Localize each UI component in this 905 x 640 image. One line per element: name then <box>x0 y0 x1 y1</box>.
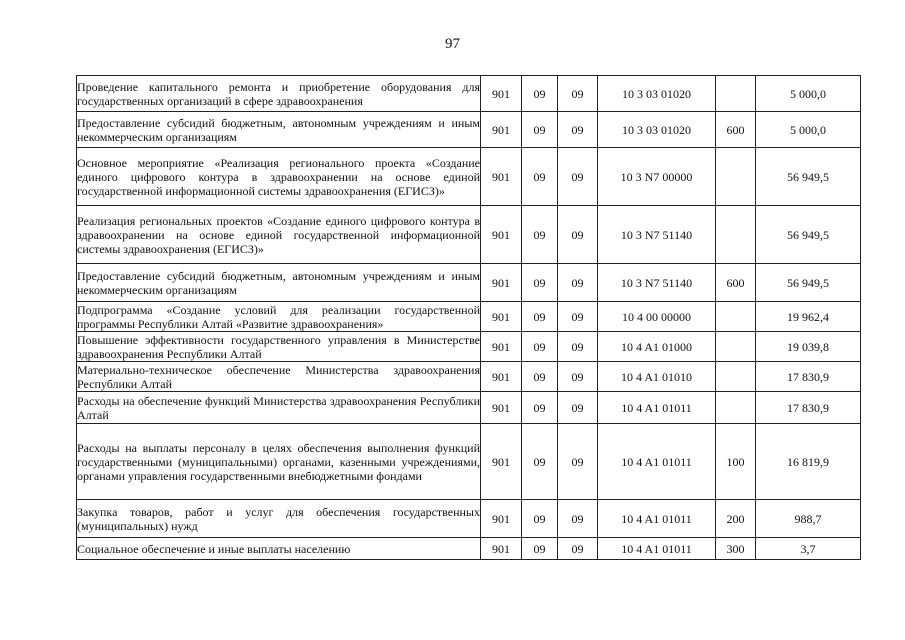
admin-code-cell: 901 <box>481 424 522 500</box>
expense-type-cell: 300 <box>716 538 756 560</box>
target-article-cell: 10 3 03 01020 <box>598 112 716 148</box>
target-article-cell: 10 4 A1 01011 <box>598 538 716 560</box>
subsection-cell: 09 <box>558 112 598 148</box>
expense-type-cell: 600 <box>716 112 756 148</box>
admin-code-cell: 901 <box>481 148 522 206</box>
row-name-cell: Расходы на обеспечение функций Министерства здравоохранения Республики Алтай <box>77 393 480 422</box>
subsection-cell: 09 <box>558 392 598 424</box>
expense-type-cell <box>716 206 756 264</box>
section-cell: 09 <box>522 424 558 500</box>
subsection-cell: 09 <box>558 148 598 206</box>
target-article-cell: 10 4 A1 01000 <box>598 332 716 362</box>
expense-type-cell <box>716 332 756 362</box>
row-name-cell: Предоставление субсидий бюджетным, автономным учреждениям и иным некоммерческим организациям <box>77 112 481 148</box>
table-row <box>77 538 861 560</box>
admin-code-cell: 901 <box>481 206 522 264</box>
expense-type-cell: 100 <box>716 424 756 500</box>
section-cell: 09 <box>522 332 558 362</box>
target-article-cell: 10 3 N7 51140 <box>598 206 716 264</box>
budget-table <box>76 75 861 560</box>
expense-type-cell <box>716 76 756 112</box>
admin-code-cell: 901 <box>481 362 522 392</box>
subsection-cell: 09 <box>558 76 598 112</box>
admin-code-cell: 901 <box>481 500 522 538</box>
target-article-cell: 10 4 A1 01010 <box>598 362 716 392</box>
amount-cell: 3,7 <box>756 538 861 560</box>
subsection-cell: 09 <box>558 500 598 538</box>
subsection-cell: 09 <box>558 264 598 302</box>
expense-type-cell: 600 <box>716 264 756 302</box>
section-cell: 09 <box>522 264 558 302</box>
amount-cell: 56 949,5 <box>756 148 861 206</box>
table-row <box>77 424 861 500</box>
table-row <box>77 112 861 148</box>
table-row <box>77 500 861 538</box>
amount-cell: 17 830,9 <box>756 392 861 424</box>
target-article-cell: 10 4 A1 01011 <box>598 392 716 424</box>
target-article-cell: 10 4 A1 01011 <box>598 500 716 538</box>
table-row <box>77 362 861 392</box>
section-cell: 09 <box>522 76 558 112</box>
expense-type-cell: 200 <box>716 500 756 538</box>
amount-cell: 19 962,4 <box>756 302 861 332</box>
admin-code-cell: 901 <box>481 538 522 560</box>
subsection-cell: 09 <box>558 332 598 362</box>
expense-type-cell <box>716 362 756 392</box>
expense-type-cell <box>716 392 756 424</box>
subsection-cell: 09 <box>558 302 598 332</box>
amount-cell: 56 949,5 <box>756 206 861 264</box>
admin-code-cell: 901 <box>481 302 522 332</box>
row-name-cell: Основное мероприятие «Реализация регионального проекта «Создание единого цифрового контура в здравоохранении на основе единой государственной информационной системы здравоохранения (ЕГИСЗ)» <box>77 148 481 206</box>
target-article-cell: 10 3 N7 00000 <box>598 148 716 206</box>
target-article-cell: 10 3 N7 51140 <box>598 264 716 302</box>
table-body <box>77 76 861 560</box>
section-cell: 09 <box>522 500 558 538</box>
section-cell: 09 <box>522 362 558 392</box>
section-cell: 09 <box>522 148 558 206</box>
admin-code-cell: 901 <box>481 264 522 302</box>
row-name-cell: Проведение капитального ремонта и приобретение оборудования для государственных организаций в сфере здравоохранения <box>77 76 481 112</box>
section-cell: 09 <box>522 392 558 424</box>
row-name-cell: Подпрограмма «Создание условий для реализации государственной программы Республики Алтай «Развитие здравоохранения» <box>77 302 480 331</box>
row-name-cell: Повышение эффективности государственного управления в Министерстве здравоохранения Республики Алтай <box>77 332 480 361</box>
expense-type-cell <box>716 302 756 332</box>
target-article-cell: 10 4 A1 01011 <box>598 424 716 500</box>
admin-code-cell: 901 <box>481 332 522 362</box>
row-name-cell: Материально-техническое обеспечение Министерства здравоохранения Республики Алтай <box>77 362 480 391</box>
subsection-cell: 09 <box>558 362 598 392</box>
target-article-cell: 10 3 03 01020 <box>598 76 716 112</box>
subsection-cell: 09 <box>558 206 598 264</box>
section-cell: 09 <box>522 206 558 264</box>
table-row <box>77 76 861 112</box>
amount-cell: 16 819,9 <box>756 424 861 500</box>
row-name-cell: Социальное обеспечение и иные выплаты населению <box>77 538 481 560</box>
expense-type-cell <box>716 148 756 206</box>
section-cell: 09 <box>522 538 558 560</box>
table-row <box>77 264 861 302</box>
table-row <box>77 148 861 206</box>
target-article-cell: 10 4 00 00000 <box>598 302 716 332</box>
table-row <box>77 206 861 264</box>
table-row <box>77 332 861 362</box>
subsection-cell: 09 <box>558 538 598 560</box>
page-number: 97 <box>445 36 460 52</box>
admin-code-cell: 901 <box>481 392 522 424</box>
row-name-cell: Реализация региональных проектов «Создание единого цифрового контура в здравоохранении на основе единой государственной информационной системы здравоохранения (ЕГИСЗ)» <box>77 206 481 264</box>
amount-cell: 17 830,9 <box>756 362 861 392</box>
table-row <box>77 302 861 332</box>
amount-cell: 56 949,5 <box>756 264 861 302</box>
admin-code-cell: 901 <box>481 112 522 148</box>
section-cell: 09 <box>522 302 558 332</box>
table-row <box>77 392 861 424</box>
subsection-cell: 09 <box>558 424 598 500</box>
amount-cell: 19 039,8 <box>756 332 861 362</box>
row-name-cell: Предоставление субсидий бюджетным, автономным учреждениям и иным некоммерческим организациям <box>77 264 481 302</box>
section-cell: 09 <box>522 112 558 148</box>
admin-code-cell: 901 <box>481 76 522 112</box>
row-name-cell: Расходы на выплаты персоналу в целях обеспечения выполнения функций государственными (муниципальными) органами, казенными учреждениями, органами управления государственными внебюджетными фондами <box>77 424 481 500</box>
amount-cell: 988,7 <box>756 500 861 538</box>
amount-cell: 5 000,0 <box>756 112 861 148</box>
amount-cell: 5 000,0 <box>756 76 861 112</box>
row-name-cell: Закупка товаров, работ и услуг для обеспечения государственных (муниципальных) нужд <box>77 500 481 538</box>
